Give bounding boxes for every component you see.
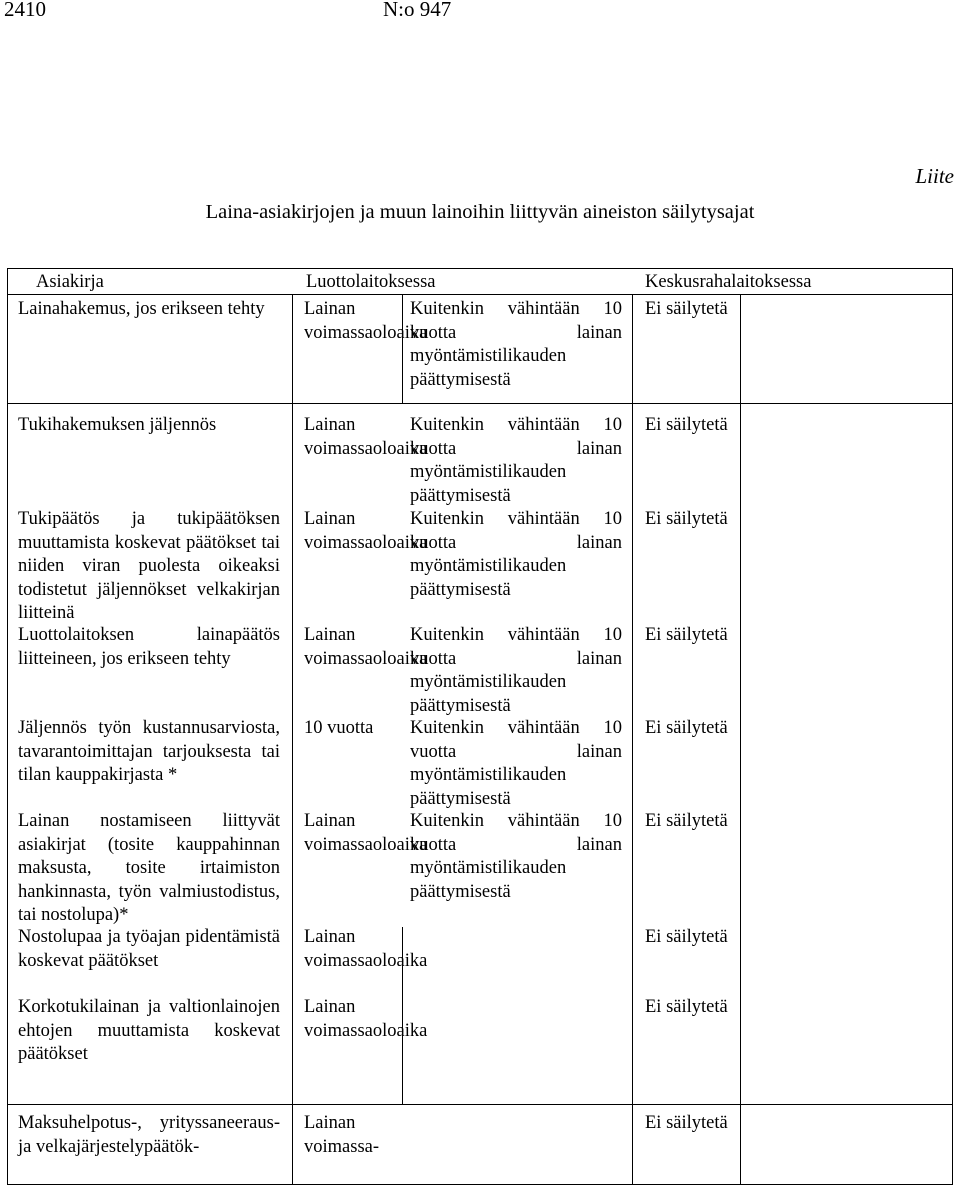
- row-retention-period: 10 vuotta: [304, 718, 374, 738]
- column-header-credit-institution: Luottolaitoksessa: [306, 272, 436, 292]
- row-central-retention: Ei säilytetä: [645, 997, 728, 1017]
- row-document: Jäljennös työn kustannusarviosta, tavarantoimittajan tarjouksesta tai tilan kauppakirjasta *: [18, 718, 280, 785]
- row-retention-period: Lainan voimassa-: [304, 1113, 380, 1157]
- row-retention-period: Lainan voimassaoloaika: [304, 997, 428, 1041]
- document-number: N:o 947: [383, 0, 452, 21]
- row-document: Lainan nostamiseen liittyvät asiakirjat (tosite kauppahinnan maksusta, tosite irtaimiston hankinnasta, työn valmiustodistus, tai nostolupa)*: [18, 811, 280, 925]
- page-number: 2410: [4, 0, 46, 21]
- column-header-central-fund: Keskusrahalaitoksessa: [645, 272, 812, 292]
- row-minimum-period: Kuitenkin vähintään 10 vuotta lainan myöntämistilikauden päättymisestä: [410, 509, 622, 600]
- row-central-retention: Ei säilytetä: [645, 625, 728, 645]
- row-document: Korkotukilainan ja valtionlainojen ehtojen muuttamista koskevat päätökset: [18, 997, 280, 1064]
- row-central-retention: Ei säilytetä: [645, 415, 728, 435]
- column-divider: [740, 294, 741, 1185]
- row-document: Maksuhelpotus-, yrityssaneeraus- ja velkajärjestelypäätök-: [18, 1113, 280, 1157]
- row-retention-period: Lainan voimassaoloaika: [304, 927, 428, 971]
- row-central-retention: Ei säilytetä: [645, 718, 728, 738]
- row-central-retention: Ei säilytetä: [645, 1113, 728, 1133]
- row-divider: [7, 403, 953, 404]
- row-minimum-period: Kuitenkin vähintään 10 vuotta lainan myöntämistilikauden päättymisestä: [410, 625, 622, 716]
- row-minimum-period: Kuitenkin vähintään 10 vuotta lainan myöntämistilikauden päättymisestä: [410, 415, 622, 506]
- row-minimum-period: Kuitenkin vähintään 10 vuotta lainan myöntämistilikauden päättymisestä: [410, 718, 622, 809]
- row-retention-period: Lainan voimassaoloaika: [304, 509, 428, 553]
- row-retention-period: Lainan voimassaoloaika: [304, 811, 428, 855]
- row-retention-period: Lainan voimassaoloaika: [304, 625, 428, 669]
- row-document: Tukipäätös ja tukipäätöksen muuttamista koskevat päätökset tai niiden viran puolesta oikeaksi todistetut jäljennökset velkakirjan liitteinä: [18, 509, 280, 623]
- column-divider: [402, 294, 403, 404]
- column-divider: [292, 294, 293, 1185]
- header-divider: [7, 294, 953, 295]
- row-divider: [7, 1104, 953, 1105]
- row-minimum-period: Kuitenkin vähintään 10 vuotta lainan myöntämistilikauden päättymisestä: [410, 299, 622, 390]
- row-retention-period: Lainan voimassaoloaika: [304, 299, 428, 343]
- row-retention-period: Lainan voimassaoloaika: [304, 415, 428, 459]
- row-document: Lainahakemus, jos erikseen tehty: [18, 299, 265, 319]
- column-header-document: Asiakirja: [36, 272, 104, 292]
- row-document: Nostolupaa ja työajan pidentämistä koskevat päätökset: [18, 927, 280, 971]
- page-title: Laina-asiakirjojen ja muun lainoihin liittyvän aineiston säilytysajat: [205, 201, 755, 223]
- column-divider: [632, 294, 633, 1185]
- row-central-retention: Ei säilytetä: [645, 299, 728, 319]
- row-document: Tukihakemuksen jäljennös: [18, 415, 217, 435]
- row-central-retention: Ei säilytetä: [645, 811, 728, 831]
- row-central-retention: Ei säilytetä: [645, 509, 728, 529]
- row-central-retention: Ei säilytetä: [645, 927, 728, 947]
- appendix-label: Liite: [915, 164, 954, 188]
- row-document: Luottolaitoksen lainapäätös liitteineen, jos erikseen tehty: [18, 625, 280, 669]
- row-minimum-period: Kuitenkin vähintään 10 vuotta lainan myöntämistilikauden päättymisestä: [410, 811, 622, 902]
